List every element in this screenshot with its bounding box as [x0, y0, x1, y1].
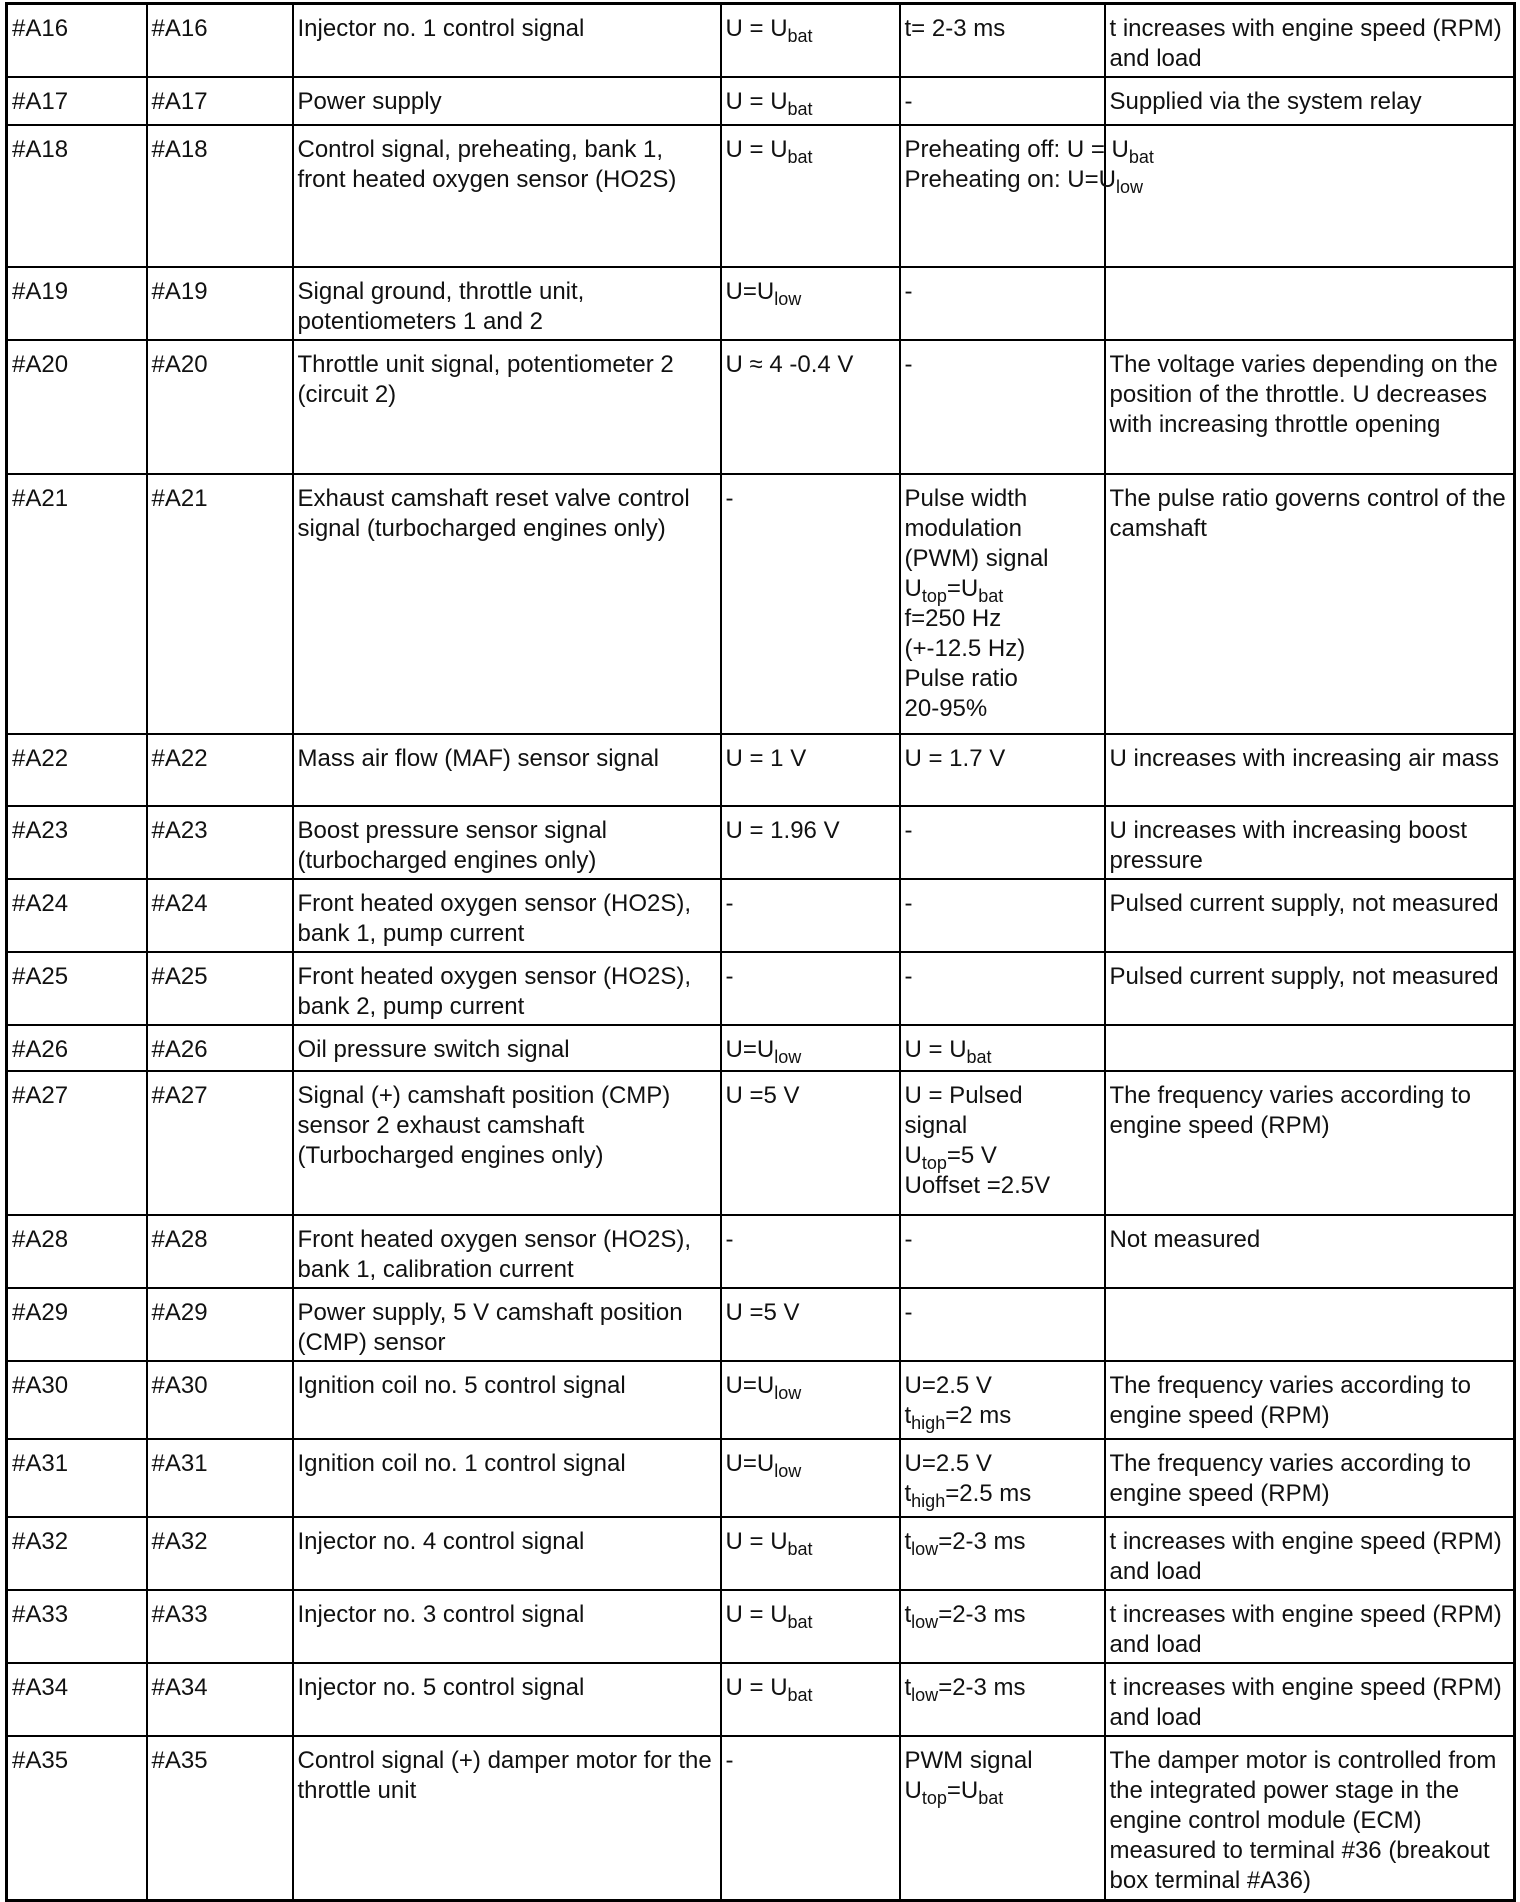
value-cell-2: - [900, 267, 1105, 340]
description-cell: Injector no. 3 control signal [293, 1590, 721, 1663]
value-cell-1: $U = U_{bat}$ [721, 4, 900, 78]
value-cell-2: - [900, 1215, 1105, 1288]
pin-cell: #A27 [7, 1071, 147, 1215]
table-row [7, 125, 1515, 267]
note-cell: The frequency varies according to engine speed (RPM) [1105, 1071, 1515, 1215]
value-cell-1: - [721, 474, 900, 734]
note-cell [1105, 267, 1515, 340]
value-cell-2: U = Pulsed signal $U_{top}=5$ V Uoffset =2.5V [900, 1071, 1105, 1215]
description-cell: Front heated oxygen sensor (HO2S), bank 1, pump current [293, 879, 721, 952]
document-page [5, 2, 1513, 1902]
breakout-pin-cell: #A17 [147, 77, 293, 125]
pin-cell: #A16 [7, 4, 147, 78]
table-row [7, 806, 1515, 879]
note-cell: Supplied via the system relay [1105, 77, 1515, 125]
note-cell: U increases with increasing air mass [1105, 734, 1515, 806]
pin-cell: #A17 [7, 77, 147, 125]
value-cell-2: PWM signal $U_{top}=U_{bat}$ [900, 1736, 1105, 1900]
value-cell-2: Preheating off: $U = U_{bat}$ Preheating on: $U=U_{low}$ [900, 125, 1105, 267]
breakout-pin-cell: #A23 [147, 806, 293, 879]
pin-cell: #A21 [7, 474, 147, 734]
value-cell-1: - [721, 1215, 900, 1288]
description-cell: Oil pressure switch signal [293, 1025, 721, 1071]
table-row [7, 4, 1515, 78]
pin-cell: #A18 [7, 125, 147, 267]
description-cell: Ignition coil no. 1 control signal [293, 1439, 721, 1517]
table-row [7, 1736, 1515, 1900]
note-cell: The damper motor is controlled from the integrated power stage in the engine control module (ECM) measured to terminal #36 (breakout box terminal #A36) [1105, 1736, 1515, 1900]
table-row [7, 1361, 1515, 1439]
description-cell: Power supply, 5 V camshaft position (CMP) sensor [293, 1288, 721, 1361]
table-row [7, 1663, 1515, 1736]
pin-cell: #A24 [7, 879, 147, 952]
table-row [7, 1439, 1515, 1517]
pin-cell: #A29 [7, 1288, 147, 1361]
breakout-pin-cell: #A32 [147, 1517, 293, 1590]
table-row [7, 1071, 1515, 1215]
note-cell: Pulsed current supply, not measured [1105, 879, 1515, 952]
description-cell: Front heated oxygen sensor (HO2S), bank 1, calibration current [293, 1215, 721, 1288]
breakout-pin-cell: #A20 [147, 340, 293, 474]
value-cell-2: - [900, 952, 1105, 1025]
value-cell-2: U=2.5 V $t_{high}=2.5$ ms [900, 1439, 1105, 1517]
note-cell [1105, 1288, 1515, 1361]
value-cell-1: $U = U_{bat}$ [721, 1517, 900, 1590]
value-cell-1: $U = U_{bat}$ [721, 1590, 900, 1663]
value-cell-2: - [900, 340, 1105, 474]
value-cell-2: U=2.5 V $t_{high}=2$ ms [900, 1361, 1105, 1439]
pin-cell: #A31 [7, 1439, 147, 1517]
value-cell-2: U = 1.7 V [900, 734, 1105, 806]
table-row [7, 734, 1515, 806]
breakout-pin-cell: #A25 [147, 952, 293, 1025]
value-cell-2: $U = U_{bat}$ [900, 1025, 1105, 1071]
value-cell-2: - [900, 1288, 1105, 1361]
pin-table-body [7, 4, 1515, 1901]
note-cell [1105, 125, 1515, 267]
note-cell: Pulsed current supply, not measured [1105, 952, 1515, 1025]
value-cell-1: U = 1 V [721, 734, 900, 806]
breakout-pin-cell: #A22 [147, 734, 293, 806]
value-cell-1: U ≈ 4 -0.4 V [721, 340, 900, 474]
note-cell: t increases with engine speed (RPM) and load [1105, 4, 1515, 78]
table-row [7, 1517, 1515, 1590]
breakout-pin-cell: #A19 [147, 267, 293, 340]
value-cell-2: - [900, 806, 1105, 879]
value-cell-2: t= 2-3 ms [900, 4, 1105, 78]
breakout-pin-cell: #A35 [147, 1736, 293, 1900]
table-row [7, 952, 1515, 1025]
value-cell-1: $U=U_{low}$ [721, 267, 900, 340]
value-cell-1: $U=U_{low}$ [721, 1361, 900, 1439]
table-row [7, 1215, 1515, 1288]
description-cell: Mass air flow (MAF) sensor signal [293, 734, 721, 806]
breakout-pin-cell: #A16 [147, 4, 293, 78]
pin-cell: #A20 [7, 340, 147, 474]
pin-cell: #A25 [7, 952, 147, 1025]
value-cell-1: U =5 V [721, 1071, 900, 1215]
value-cell-1: $U=U_{low}$ [721, 1025, 900, 1071]
value-cell-2: $t_{low}=2-3$ ms [900, 1663, 1105, 1736]
value-cell-1: $U=U_{low}$ [721, 1439, 900, 1517]
value-cell-1: $U = U_{bat}$ [721, 125, 900, 267]
table-row [7, 1025, 1515, 1071]
breakout-pin-cell: #A21 [147, 474, 293, 734]
description-cell: Boost pressure sensor signal (turbocharged engines only) [293, 806, 721, 879]
table-row [7, 474, 1515, 734]
pin-cell: #A22 [7, 734, 147, 806]
note-cell: The frequency varies according to engine speed (RPM) [1105, 1439, 1515, 1517]
breakout-pin-cell: #A18 [147, 125, 293, 267]
pin-table [5, 2, 1516, 1902]
table-row [7, 267, 1515, 340]
description-cell: Control signal (+) damper motor for the throttle unit [293, 1736, 721, 1900]
pin-cell: #A26 [7, 1025, 147, 1071]
breakout-pin-cell: #A26 [147, 1025, 293, 1071]
pin-cell: #A28 [7, 1215, 147, 1288]
description-cell: Power supply [293, 77, 721, 125]
note-cell [1105, 1025, 1515, 1071]
value-cell-2: - [900, 879, 1105, 952]
value-cell-1: $U = U_{bat}$ [721, 77, 900, 125]
note-cell: U increases with increasing boost pressure [1105, 806, 1515, 879]
pin-cell: #A19 [7, 267, 147, 340]
value-cell-1: $U = U_{bat}$ [721, 1663, 900, 1736]
note-cell: The frequency varies according to engine speed (RPM) [1105, 1361, 1515, 1439]
breakout-pin-cell: #A33 [147, 1590, 293, 1663]
note-cell: t increases with engine speed (RPM) and load [1105, 1663, 1515, 1736]
description-cell: Injector no. 5 control signal [293, 1663, 721, 1736]
table-row [7, 1590, 1515, 1663]
note-cell: t increases with engine speed (RPM) and load [1105, 1517, 1515, 1590]
breakout-pin-cell: #A30 [147, 1361, 293, 1439]
value-cell-1: U =5 V [721, 1288, 900, 1361]
note-cell: The pulse ratio governs control of the camshaft [1105, 474, 1515, 734]
table-row [7, 1288, 1515, 1361]
breakout-pin-cell: #A31 [147, 1439, 293, 1517]
breakout-pin-cell: #A24 [147, 879, 293, 952]
description-cell: Control signal, preheating, bank 1, front heated oxygen sensor (HO2S) [293, 125, 721, 267]
note-cell: The voltage varies depending on the position of the throttle. U decreases with increasing throttle opening [1105, 340, 1515, 474]
value-cell-1: U = 1.96 V [721, 806, 900, 879]
table-row [7, 879, 1515, 952]
description-cell: Signal (+) camshaft position (CMP) sensor 2 exhaust camshaft (Turbocharged engines only) [293, 1071, 721, 1215]
description-cell: Throttle unit signal, potentiometer 2 (circuit 2) [293, 340, 721, 474]
note-cell: t increases with engine speed (RPM) and load [1105, 1590, 1515, 1663]
description-cell: Exhaust camshaft reset valve control signal (turbocharged engines only) [293, 474, 721, 734]
value-cell-2: $t_{low}=2-3$ ms [900, 1590, 1105, 1663]
value-cell-1: - [721, 952, 900, 1025]
value-cell-1: - [721, 1736, 900, 1900]
description-cell: Injector no. 1 control signal [293, 4, 721, 78]
pin-cell: #A30 [7, 1361, 147, 1439]
pin-cell: #A34 [7, 1663, 147, 1736]
value-cell-1: - [721, 879, 900, 952]
pin-cell: #A23 [7, 806, 147, 879]
table-row [7, 77, 1515, 125]
value-cell-2: Pulse width modulation (PWM) signal $U_{top}=U_{bat}$ f=250 Hz (+-12.5 Hz) Pulse ratio 20-95% [900, 474, 1105, 734]
pin-cell: #A33 [7, 1590, 147, 1663]
note-cell: Not measured [1105, 1215, 1515, 1288]
description-cell: Injector no. 4 control signal [293, 1517, 721, 1590]
breakout-pin-cell: #A29 [147, 1288, 293, 1361]
table-row [7, 340, 1515, 474]
breakout-pin-cell: #A28 [147, 1215, 293, 1288]
breakout-pin-cell: #A34 [147, 1663, 293, 1736]
value-cell-2: $t_{low}=2-3$ ms [900, 1517, 1105, 1590]
description-cell: Signal ground, throttle unit, potentiometers 1 and 2 [293, 267, 721, 340]
pin-cell: #A35 [7, 1736, 147, 1900]
value-cell-2: - [900, 77, 1105, 125]
breakout-pin-cell: #A27 [147, 1071, 293, 1215]
description-cell: Ignition coil no. 5 control signal [293, 1361, 721, 1439]
pin-cell: #A32 [7, 1517, 147, 1590]
description-cell: Front heated oxygen sensor (HO2S), bank 2, pump current [293, 952, 721, 1025]
